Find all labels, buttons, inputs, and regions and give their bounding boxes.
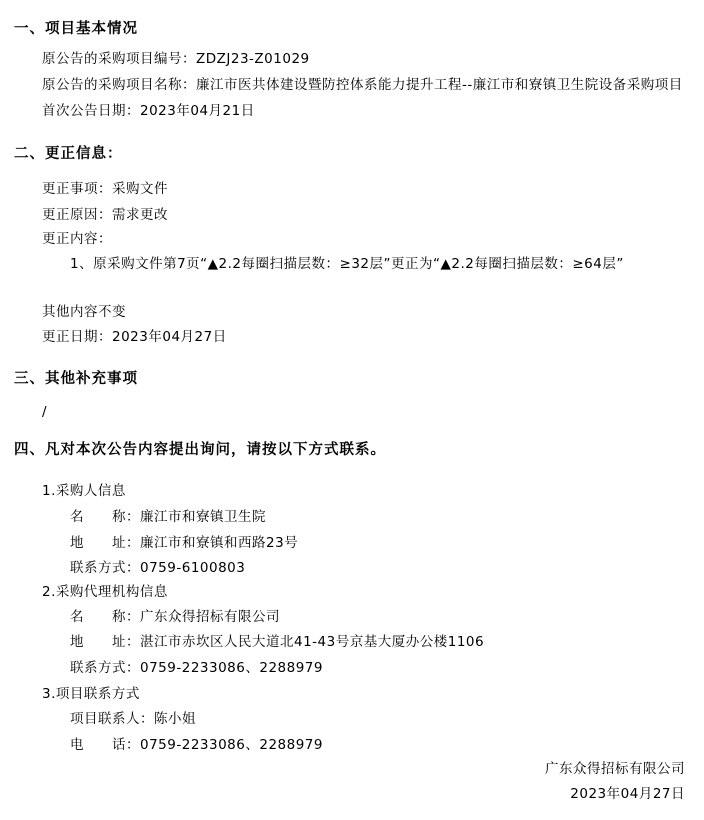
original-project-number-value: ZDZJ23-Z01029 (196, 51, 310, 67)
agency-phone (70, 660, 323, 677)
agency-name-label: 名 称： (70, 609, 140, 625)
correction-content-item: 1、原采购文件第7页“▲2.2每圈扫描层数：≥32层”更正为“▲2.2每圈扫描层数：≥64层” (70, 256, 624, 272)
purchaser-phone (70, 560, 245, 577)
section-1-heading: 一、项目基本情况 (14, 21, 138, 37)
correction-item-value: 采购文件 (112, 181, 168, 197)
purchaser-address (70, 535, 298, 552)
agency-phone-value: 0759-2233086、2288979 (140, 660, 323, 676)
correction-reason (42, 207, 168, 224)
purchaser-name-label: 名 称： (70, 509, 140, 525)
purchaser-phone-value: 0759-6100803 (140, 560, 246, 576)
project-contact-person-value: 陈小姐 (154, 711, 196, 727)
first-announcement-date-value: 2023年04月21日 (140, 103, 255, 119)
correction-date-value: 2023年04月27日 (112, 329, 227, 345)
correction-item-label: 更正事项： (42, 181, 112, 197)
project-contact-person-label: 项目联系人： (70, 711, 154, 727)
section-3-heading: 三、其他补充事项 (14, 371, 138, 387)
first-announcement-date (42, 103, 255, 120)
purchaser-address-label: 地 址： (70, 535, 140, 551)
original-project-name (42, 77, 683, 94)
purchaser-name (70, 509, 266, 526)
project-contact-phone (70, 737, 323, 754)
agency-name (70, 609, 280, 626)
agency-address (70, 634, 484, 651)
signature-company: 广东众得招标有限公司 (545, 761, 685, 777)
purchaser-address-value: 廉江市和寮镇和西路23号 (140, 535, 299, 551)
section-2-heading: 二、更正信息： (14, 146, 123, 162)
agency-address-label: 地 址： (70, 634, 140, 650)
section-4-heading: 四、凡对本次公告内容提出询问，请按以下方式联系。 (14, 442, 386, 458)
original-project-name-label: 原公告的采购项目名称： (42, 77, 196, 93)
original-project-number (42, 51, 310, 68)
purchaser-info-title: 1.采购人信息 (42, 483, 126, 499)
project-contact-person (70, 711, 196, 728)
signature-date: 2023年04月27日 (570, 786, 685, 802)
purchaser-name-value: 廉江市和寮镇卫生院 (140, 509, 266, 525)
correction-reason-label: 更正原因： (42, 207, 112, 223)
original-project-name-value: 廉江市医共体建设暨防控体系能力提升工程--廉江市和寮镇卫生院设备采购项目 (196, 77, 683, 93)
supplement-content: / (42, 404, 48, 420)
correction-date-label: 更正日期： (42, 329, 112, 345)
first-announcement-date-label: 首次公告日期： (42, 103, 140, 119)
project-contact-title: 3.项目联系方式 (42, 686, 140, 702)
other-content-note: 其他内容不变 (42, 304, 126, 320)
correction-item (42, 181, 168, 198)
project-contact-phone-value: 0759-2233086、2288979 (140, 737, 323, 753)
correction-reason-value: 需求更改 (112, 207, 168, 223)
agency-address-value: 湛江市赤坎区人民大道北41-43号京基大厦办公楼1106 (140, 634, 485, 650)
agency-info-title: 2.采购代理机构信息 (42, 584, 168, 600)
correction-date (42, 329, 227, 346)
agency-phone-label: 联系方式： (70, 660, 140, 676)
original-project-number-label: 原公告的采购项目编号： (42, 51, 196, 67)
correction-content-label: 更正内容： (42, 231, 112, 247)
purchaser-phone-label: 联系方式： (70, 560, 140, 576)
agency-name-value: 广东众得招标有限公司 (140, 609, 280, 625)
project-contact-phone-label: 电 话： (70, 737, 140, 753)
